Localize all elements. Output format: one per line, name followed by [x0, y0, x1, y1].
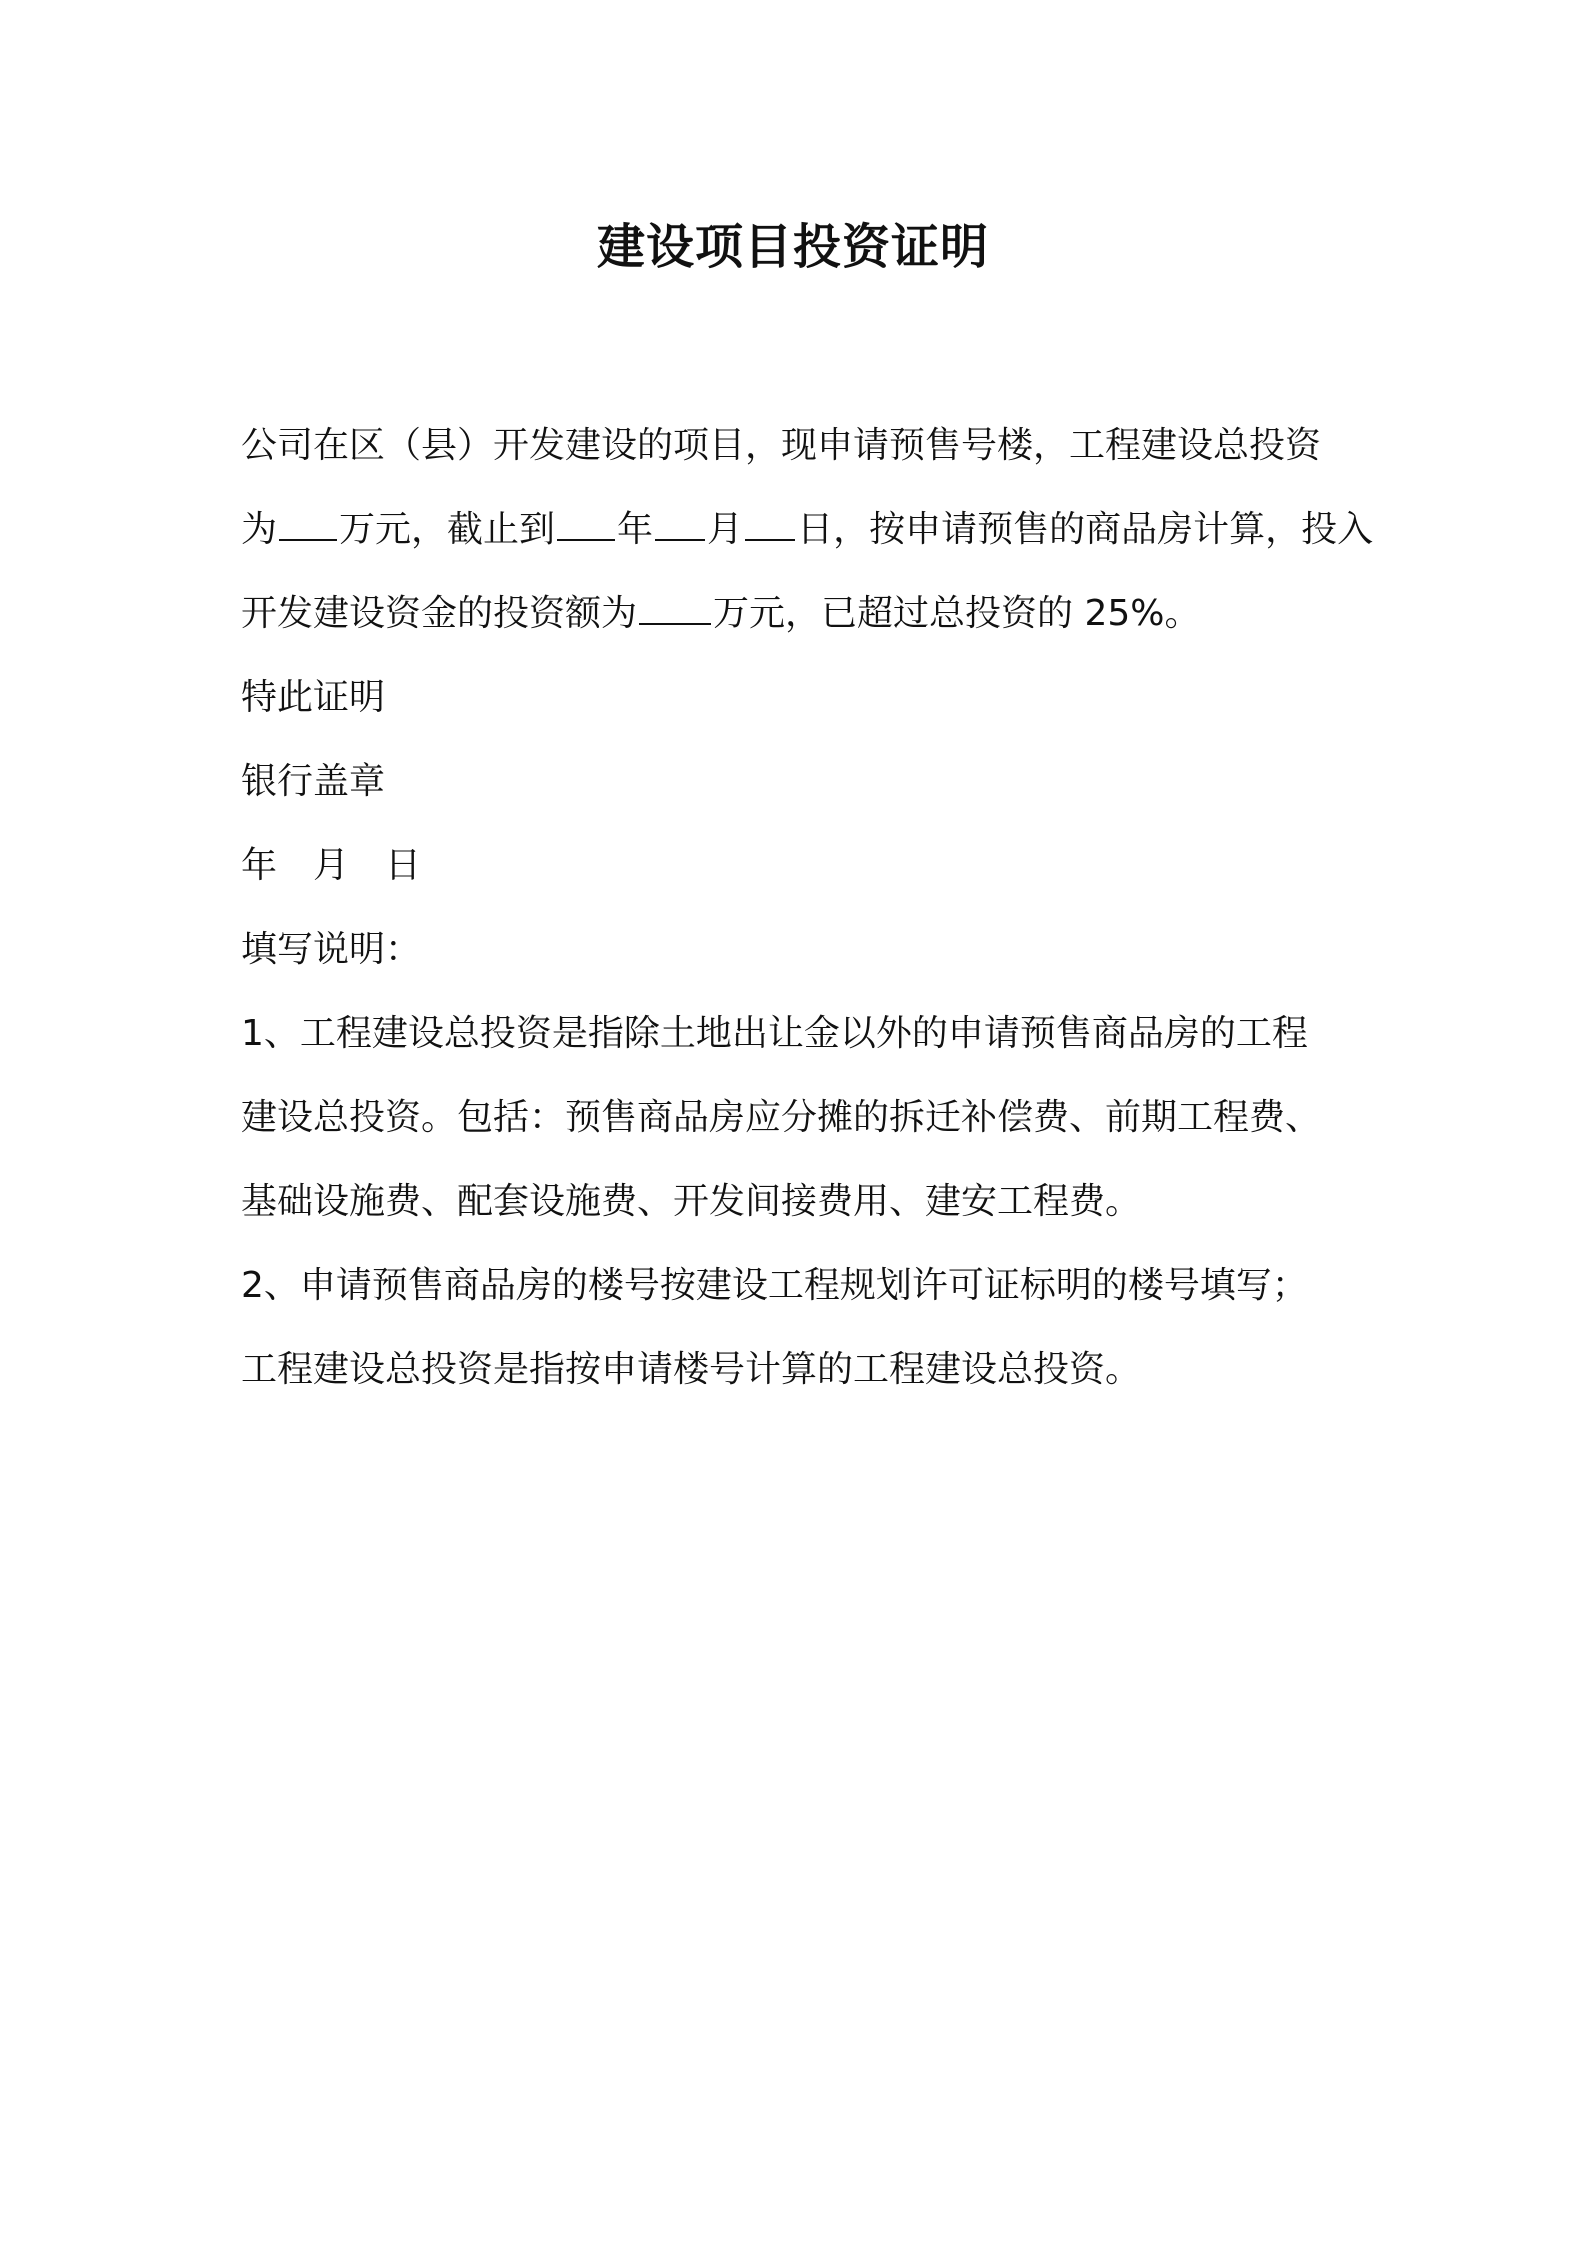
- paragraph-line-3: [241, 572, 1361, 656]
- paragraph-text: 万元，已超过总投资的 25%。: [713, 593, 1201, 634]
- paragraph-text: 为: [241, 509, 278, 550]
- paragraph-text: 公司在区（县）开发建设的项目，现申请预售号楼，工程建设总投资: [241, 425, 1322, 466]
- certify-line: 特此证明: [241, 677, 386, 718]
- paragraph-text: 开发建设资金的投资额为: [241, 593, 638, 634]
- paragraph-text: 日，按申请预售的商品房计算，投入: [797, 509, 1374, 550]
- year-blank: [557, 495, 615, 541]
- instruction-item-1-line-2: 建设总投资。包括：预售商品房应分摊的拆迁补偿费、前期工程费、: [241, 1097, 1322, 1138]
- paragraph-text: 月: [707, 509, 744, 550]
- investment-blank: [639, 579, 711, 625]
- paragraph-line-1: [241, 404, 1361, 488]
- document-body: [241, 404, 1374, 1412]
- instruction-item-1-line-3: 基础设施费、配套设施费、开发间接费用、建安工程费。: [241, 1181, 1142, 1222]
- date-line: [241, 824, 1361, 908]
- day-blank: [745, 495, 795, 541]
- month-blank: [655, 495, 705, 541]
- page-title: 建设项目投资证明: [596, 219, 989, 275]
- seal-line: 银行盖章: [241, 761, 386, 802]
- instruction-item-2-line-2: 工程建设总投资是指按申请楼号计算的工程建设总投资。: [241, 1349, 1142, 1390]
- amount-blank: [279, 495, 337, 541]
- date-day: 日: [385, 845, 422, 886]
- date-month: 月: [313, 845, 350, 886]
- paragraph-text: 万元，截止到: [339, 509, 556, 550]
- paragraph-text: 年: [617, 509, 654, 550]
- date-year: 年: [241, 845, 278, 886]
- instruction-item-2-line-1: 2、申请预售商品房的楼号按建设工程规划许可证标明的楼号填写；: [241, 1265, 1308, 1306]
- instruction-item-1-line-1: 1、工程建设总投资是指除土地出让金以外的申请预售商品房的工程: [241, 1013, 1308, 1054]
- paragraph-line-2: [241, 488, 1374, 572]
- instructions-heading: 填写说明：: [241, 929, 422, 970]
